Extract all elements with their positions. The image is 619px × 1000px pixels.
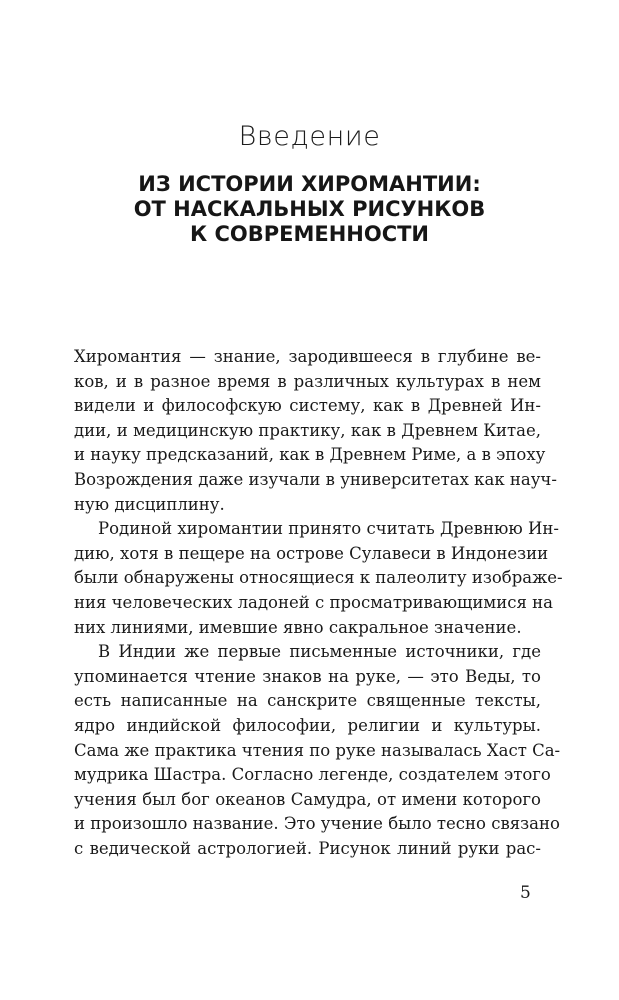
text-line: и науку предсказаний, как в Древнем Риме, а в эпоху bbox=[74, 445, 546, 465]
paragraph bbox=[74, 517, 563, 640]
paragraph bbox=[74, 640, 561, 861]
text-line: дию, хотя в пещере на острове Сулавеси в Индонезии bbox=[74, 543, 549, 563]
text-line: Возрождения даже изучали в университетах как науч- bbox=[74, 469, 557, 489]
text-line: были обнаружены относящиеся к палеолиту изображе- bbox=[74, 568, 563, 588]
page-number: 5 bbox=[520, 883, 531, 903]
text-line: с ведической астрологией. Рисунок линий руки рас- bbox=[74, 838, 541, 858]
text-line: них линиями, имевшие явно сакральное значение. bbox=[74, 617, 522, 637]
text-line: В Индии же первые письменные источники, где bbox=[98, 642, 541, 662]
text-line: мудрика Шастра. Согласно легенде, создателем этого bbox=[74, 765, 551, 785]
text-line: ков, и в разное время в различных культурах в нем bbox=[74, 371, 541, 391]
text-line: упоминается чтение знаков на руке, — это Веды, то bbox=[74, 666, 541, 686]
text-line: Хиромантия — знание, зародившееся в глубине ве- bbox=[74, 347, 541, 366]
paragraph bbox=[74, 345, 557, 517]
section-heading: Введение bbox=[238, 121, 381, 152]
text-line: и произошло название. Это учение было тесно связано bbox=[74, 814, 560, 834]
chapter-title-line: ОТ НАСКАЛЬНЫХ РИСУНКОВ bbox=[133, 197, 486, 221]
text-line: дии, и медицинскую практику, как в Древнем Китае, bbox=[74, 420, 541, 440]
text-line: Сама же практика чтения по руке называлась Хаст Са- bbox=[74, 740, 561, 760]
text-line: ную дисциплину. bbox=[74, 494, 225, 514]
text-line: учения был бог океанов Самудра, от имени которого bbox=[74, 789, 541, 809]
text-line: видели и философскую систему, как в Древней Ин- bbox=[74, 396, 541, 416]
body-text bbox=[74, 345, 563, 861]
chapter-title-line: К СОВРЕМЕННОСТИ bbox=[189, 222, 430, 246]
chapter-title bbox=[0, 172, 619, 247]
text-line: Родиной хиромантии принято считать Древнюю Ин- bbox=[98, 519, 559, 539]
text-line: есть написанные на санскрите священные тексты, bbox=[74, 691, 541, 711]
text-line: ядро индийской философии, религии и культуры. bbox=[74, 715, 541, 735]
chapter-title-line: ИЗ ИСТОРИИ ХИРОМАНТИИ: bbox=[138, 172, 481, 196]
text-line: ния человеческих ладоней с просматривающимися на bbox=[74, 592, 553, 612]
